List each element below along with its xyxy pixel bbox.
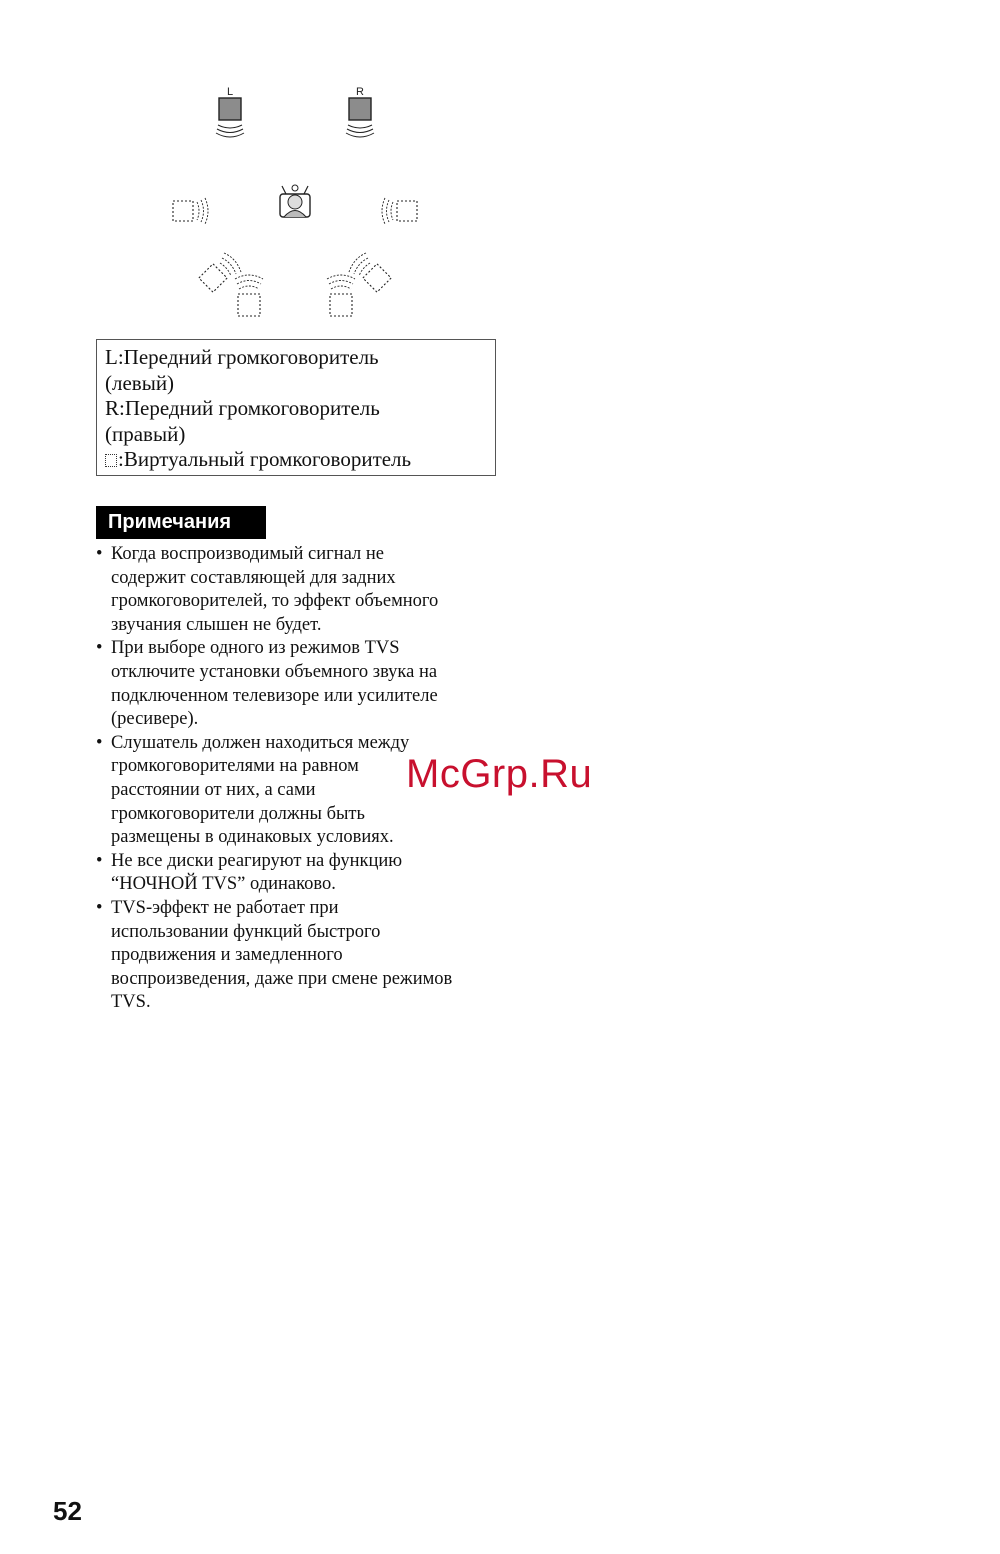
list-item: • Слушатель должен находиться между громкоговорителями на равном расстоянии от них, а сами громкоговорители должны быть размещены в одинаковых условиях. xyxy=(96,732,410,848)
watermark: McGrp.Ru xyxy=(406,752,593,796)
legend-virtual xyxy=(105,447,485,473)
virtual-speaker-symbol-icon xyxy=(105,454,117,467)
legend-virtual-text: :Виртуальный громкоговоритель xyxy=(118,447,412,471)
front-left-speaker-icon xyxy=(216,86,244,137)
speaker-left-label: L xyxy=(226,86,234,98)
speaker-right-label: R xyxy=(356,86,364,98)
list-item: • Не все диски реагируют на функцию “НОЧНОЙ TVS” одинаково. xyxy=(96,850,403,895)
page-number: 52 xyxy=(53,1496,82,1526)
speaker-legend xyxy=(96,339,496,476)
virtual-speaker-side-left-icon xyxy=(173,198,208,224)
legend-front-left-note: (левый) xyxy=(105,370,175,395)
notes-heading: Примечания xyxy=(96,506,266,539)
listener-icon xyxy=(280,185,310,217)
list-item: • При выборе одного из режимов TVS отключите установки объемного звука на подключенном телевизоре или усилителе (ресивере). xyxy=(96,638,438,730)
front-right-speaker-icon xyxy=(346,86,374,137)
list-item: • TVS-эффект не работает при использовании функций быстрого продвижения и замедленного воспроизведения, даже при смене режимов TVS. xyxy=(96,897,453,1013)
legend-front-right: R:Передний громкоговоритель xyxy=(105,396,380,420)
speaker-layout-diagram xyxy=(150,80,450,330)
list-item: • Когда воспроизводимый сигнал не содержит составляющей для задних громкоговорителей, то эффект объемного звучания слышен не будет. xyxy=(96,544,439,635)
virtual-speaker-rear-right-diamond-icon xyxy=(349,253,391,292)
legend-front-left: L:Передний громкоговоритель xyxy=(105,345,379,369)
virtual-speaker-rear-right-icon xyxy=(327,275,355,316)
virtual-speaker-side-right-icon xyxy=(382,198,417,224)
virtual-speaker-rear-left-diamond-icon xyxy=(199,253,241,292)
virtual-speaker-rear-left-icon xyxy=(235,275,263,316)
legend-front-right-note: (правый) xyxy=(105,421,186,446)
